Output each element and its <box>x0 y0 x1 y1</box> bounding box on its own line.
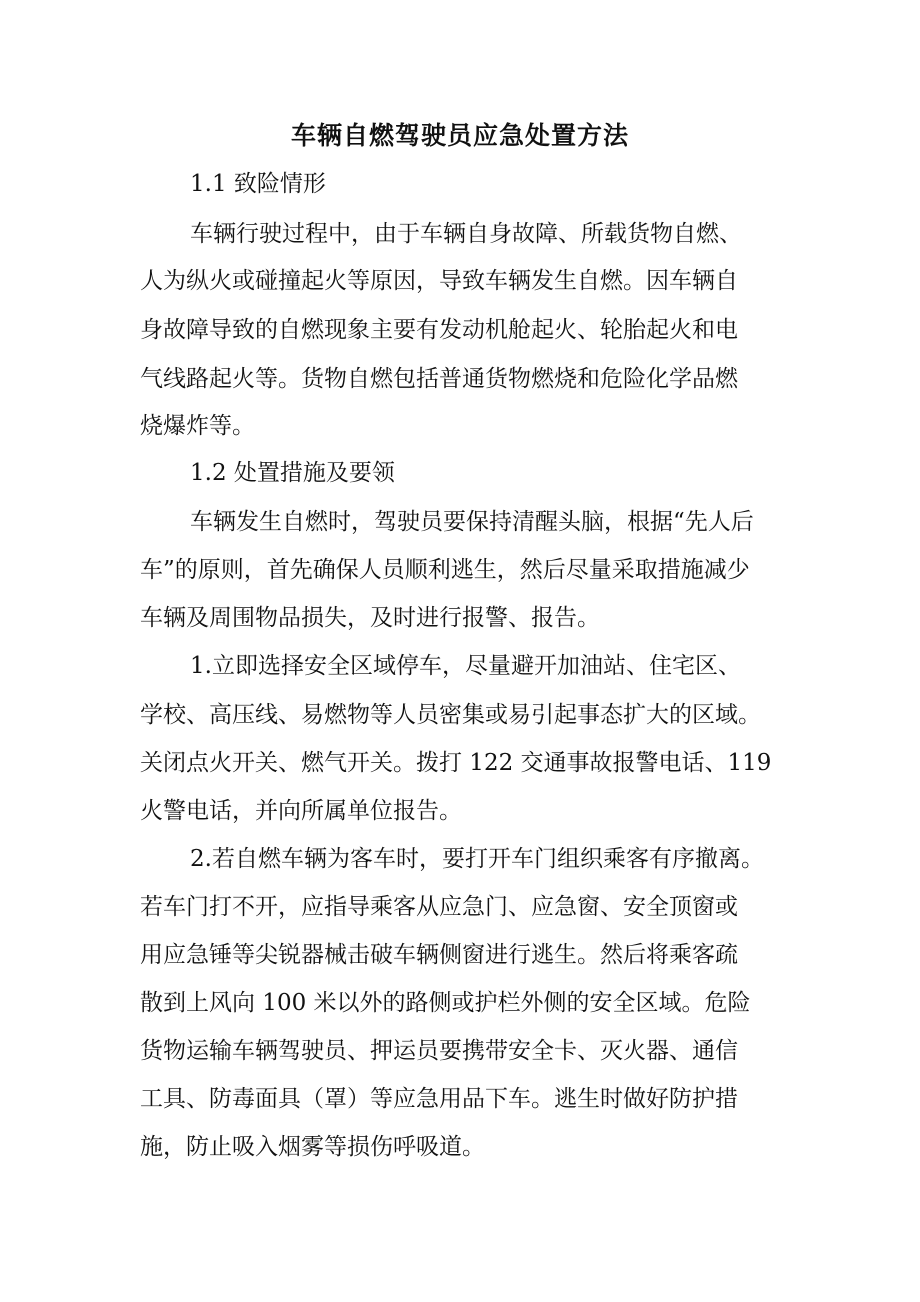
paragraph-line: 车辆行驶过程中，由于车辆自身故障、所载货物自燃、 <box>190 221 742 247</box>
paragraph-line: 车辆发生自燃时，驾驶员要保持清醒头脑，根据“先人后 <box>190 509 754 535</box>
paragraph-line: 身故障导致的自燃现象主要有发动机舱起火、轮胎起火和电 <box>140 317 738 343</box>
paragraph-line: 工具、防毒面具（罩）等应急用品下车。逃生时做好防护措 <box>140 1086 738 1112</box>
paragraph-line: 人为纵火或碰撞起火等原因，导致车辆发生自燃。因车辆自 <box>140 268 738 294</box>
section-heading-1-1: 1.1 致险情形 <box>190 171 326 197</box>
paragraph-line: 烧爆炸等。 <box>140 413 255 439</box>
paragraph-line: 关闭点火开关、燃气开关。拨打 122 交通事故报警电话、119 <box>140 750 772 776</box>
paragraph-line: 火警电话，并向所属单位报告。 <box>140 798 462 824</box>
paragraph-line: 货物运输车辆驾驶员、押运员要携带安全卡、灭火器、通信 <box>140 1038 738 1064</box>
paragraph-line: 若车门打不开，应指导乘客从应急门、应急窗、安全顶窗或 <box>140 894 738 920</box>
paragraph-line: 用应急锤等尖锐器械击破车辆侧窗进行逃生。然后将乘客疏 <box>140 942 738 968</box>
paragraph-line: 散到上风向 100 米以外的路侧或护栏外侧的安全区域。危险 <box>140 990 751 1016</box>
paragraph-line: 施，防止吸入烟雾等损伤呼吸道。 <box>140 1134 485 1160</box>
section-heading-1-2: 1.2 处置措施及要领 <box>190 460 395 486</box>
paragraph-line: 车”的原则，首先确保人员顺利逃生，然后尽量采取措施减少 <box>140 557 750 583</box>
page-title: 车辆自燃驾驶员应急处置方法 <box>290 121 629 150</box>
paragraph-line: 气线路起火等。货物自燃包括普通货物燃烧和危险化学品燃 <box>140 366 738 392</box>
paragraph-line: 2.若自燃车辆为客车时，要打开车门组织乘客有序撤离。 <box>190 846 764 872</box>
paragraph-line: 学校、高压线、易燃物等人员密集或易引起事态扩大的区域。 <box>140 702 761 728</box>
paragraph-line: 1.立即选择安全区域停车，尽量避开加油站、住宅区、 <box>190 653 741 679</box>
paragraph-line: 车辆及周围物品损失，及时进行报警、报告。 <box>140 605 600 631</box>
